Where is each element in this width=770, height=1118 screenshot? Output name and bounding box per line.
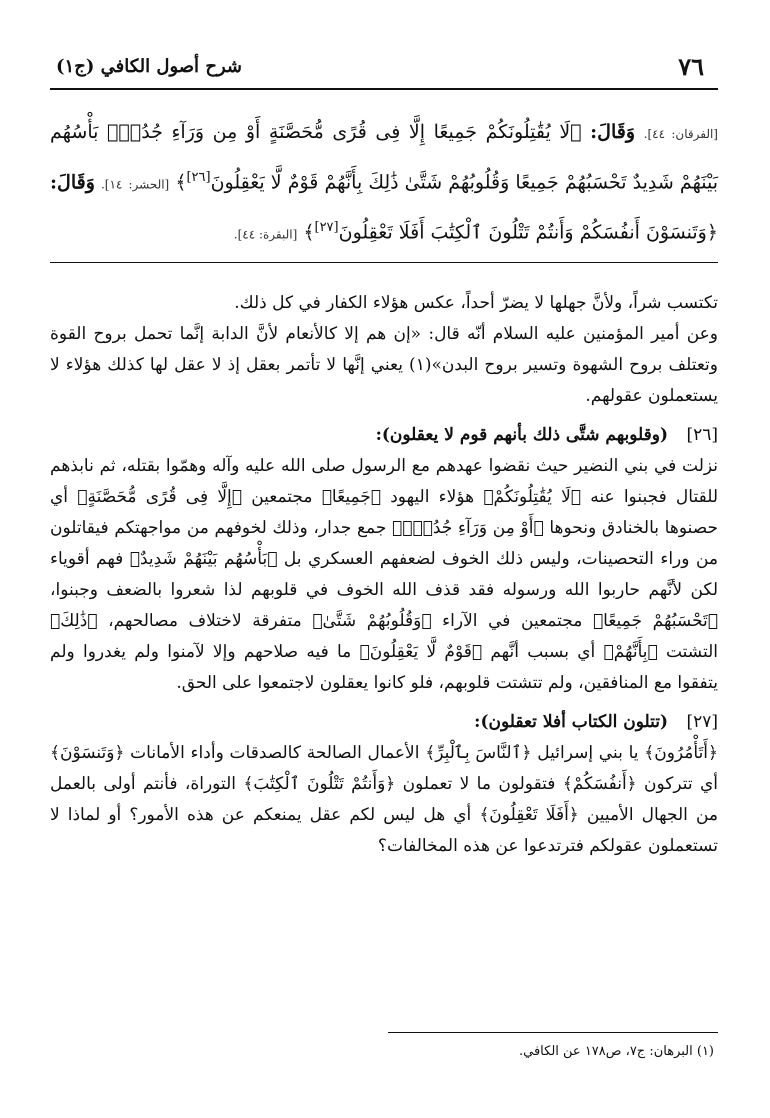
document-page: [50, 0, 718, 1118]
verse-reference: ١٤].: [100, 177, 123, 192]
verse-text: ﴿وَتَنسَوْنَ أَنفُسَكُمْ وَأَنتُمْ تَتْلُونَ ٱلْكِتَٰبَ أَفَلَا تَعْقِلُونَ: [338, 221, 718, 244]
page-header: [50, 52, 718, 82]
running-title: شرح أصول الكافي (ج١): [56, 56, 242, 77]
verse-text: ﴿لَا يُقَٰتِلُونَكُمْ جَمِيعًا إِلَّا فِى قُرًى مُّحَصَّنَةٍ أَوْ مِن وَرَآءِ جُدُرٍۭ بَأْسُهُم: [50, 121, 582, 143]
paragraph: تكتسب شراً، ولأنَّ جهلها لا يضرّ أحداً، عكس هؤلاء الكفار في كل ذلك.: [234, 293, 718, 313]
paragraph: نزلت في بني النضير حيث نقضوا عهدهم مع الرسول صلى الله عليه وآله وهمّوا بقتله، ثم نابذهم للقتال فجبنوا عنه ﴿لَا يُقَٰتِلُونَكُمْ﴾ هؤلاء اليهود ﴿جَمِيعًا﴾ مجتمعين ﴿إِلَّا فِى قُرًى مُّحَصَّنَةٍ﴾ أي حصنوها بالخنادق ونحوها ﴿أَوْ مِن وَرَآءِ جُدُرٍۭ﴾ جمع جدار، وذلك لخوفهم من مواجهتكم فيقاتلون من وراء التحصينات، وليس ذلك الخوف لضعفهم العسكري بل ﴿بَأْسُهُم بَيْنَهُمْ شَدِيدٌ﴾ فهم أقوياء لكن لأنَّهم حاربوا الله ورسوله فقد قذف الله الخوف في قلوبهم لذا شعروا بالضعف وجبنوا، ﴿تَحْسَبُهُمْ جَمِيعًا﴾ مجتمعين في الآراء ﴿وَقُلُوبُهُمْ شَتَّىٰ﴾ متفرقة لاختلاف مصالحهم، ﴿ذَٰلِكَ﴾ التشتت ﴿بِأَنَّهُمْ﴾ أي بسبب أنَّهم ﴿قَوْمٌ لَّا يَعْقِلُونَ﴾ ما فيه صلاحهم وإلا لآمنوا ولم يغدروا ولم يتفقوا مع المنافقين، ولم تتشتت قلوبهم، فلو كانوا يعقلون لاجتمعوا على الحق.: [50, 456, 718, 693]
commentary: [50, 288, 718, 862]
verse-intro: وَقَالَ:: [50, 171, 95, 194]
verse-intro: وَقَالَ:: [590, 121, 636, 143]
section-heading-26: [50, 420, 718, 451]
quran-verses: [الفرقان: ٤٤]. وَقَالَ: ﴿لَا يُقَٰتِلُونَكُمْ جَمِيعًا إِلَّا فِى قُرًى مُّحَصَّنَةٍ أَوْ مِن وَرَآءِ جُدُرٍۭ بَأْسُهُم بَيْنَهُمْ شَدِيدٌ تَحْسَبُهُمْ جَمِيعًا وَقُلُوبُهُمْ شَتَّىٰ ذَٰلِكَ بِأَنَّهُمْ قَوْمٌ لَّا يَعْقِلُونَ[٢٦]﴾ [الحشر: ١٤]. وَقَالَ: ﴿وَتَنسَوْنَ أَنفُسَكُمْ وَأَنتُمْ تَتْلُونَ ٱلْكِتَٰبَ أَفَلَا تَعْقِلُونَ[٢٧]﴾ [البقرة: ٤٤].: [50, 121, 718, 244]
verse-note-number: [٢٧]: [314, 220, 339, 236]
section-heading-27: [50, 707, 718, 738]
header-rule: [50, 88, 718, 90]
section-title: (وقلوبهم شتَّى ذلك بأنهم قوم لا يعقلون):: [375, 425, 669, 445]
verse-text: بَيْنَهُمْ شَدِيدٌ تَحْسَبُهُمْ جَمِيعًا وَقُلُوبُهُمْ شَتَّىٰ ذَٰلِكَ بِأَنَّهُمْ قَوْمٌ لَّا يَعْقِلُونَ: [210, 171, 718, 194]
section-title: (تتلون الكتاب أفلا تعقلون):: [474, 712, 669, 732]
verse-reference: [الحشر:: [128, 177, 170, 192]
verse-reference: [الفرقان: ٤٤].: [643, 127, 718, 141]
section-rule: [50, 262, 718, 263]
verse-reference: [البقرة: ٤٤].: [233, 227, 298, 242]
page-number: ٧٦: [678, 52, 704, 81]
section-number: [٢٧]: [686, 712, 718, 732]
paragraph: ﴿أَتَأْمُرُونَ﴾ يا بني إسرائيل ﴿ٱلنَّاسَ بِٱلْبِرِّ﴾ الأعمال الصالحة كالصدقات وأداء الأمانات ﴿وَتَنسَوْنَ﴾ أي تتركون ﴿أَنفُسَكُمْ﴾ فتقولون ما لا تعملون ﴿وَأَنتُمْ تَتْلُونَ ٱلْكِتَٰبَ﴾ التوراة، فأنتم أولى بالعمل من الجهال الأميين ﴿أَفَلَا تَعْقِلُونَ﴾ أي هل ليس لكم عقل يمنعكم عن هذه الأمور؟ أو لماذا لا تستعملون عقولكم فترتدعوا عن هذه المخالفات؟: [50, 743, 718, 856]
section-number: [٢٦]: [686, 425, 718, 445]
verse-note-number: [٢٦]: [186, 170, 211, 185]
footnote: (١) البرهان: ج٧، ص١٧٨ عن الكافي.: [519, 1044, 714, 1059]
paragraph: وعن أمير المؤمنين عليه السلام أنّه قال: «إن هم إلا كالأنعام لأنَّ الدابة إنَّما تحمل بروح القوة وتعتلف بروح الشهوة وتسير بروح البدن»(١) يعني إنَّها لا تأتمر بعقل إذ لا عقل لها كذلك هؤلاء لا يستعملون عقولهم.: [50, 324, 718, 406]
footnote-rule: [388, 1032, 718, 1033]
